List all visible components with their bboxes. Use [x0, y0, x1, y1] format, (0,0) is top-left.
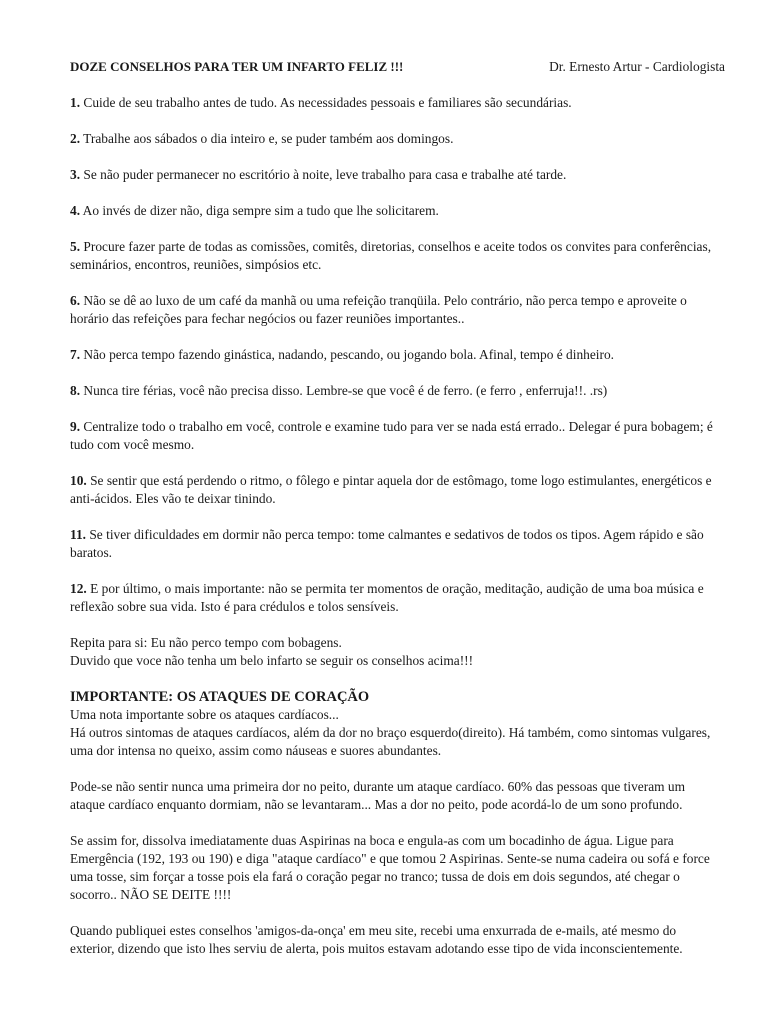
important-intro: Uma nota importante sobre os ataques cardíacos...	[70, 707, 339, 722]
closing-line-1: Repita para si: Eu não perco tempo com bobagens.	[70, 635, 342, 650]
advice-item	[70, 580, 715, 616]
advice-item	[70, 202, 715, 220]
advice-item	[70, 166, 715, 184]
closing-block	[70, 634, 715, 670]
advice-text: Nunca tire férias, você não precisa disso. Lembre-se que você é de ferro. (e ferro , enferruja!!. .rs)	[83, 383, 608, 398]
document-author: Dr. Ernesto Artur - Cardiologista	[549, 59, 725, 74]
advice-number: 6.	[70, 293, 81, 308]
advice-text: Não perca tempo fazendo ginástica, nadando, pescando, ou jogando bola. Afinal, tempo é dinheiro.	[83, 347, 615, 362]
document-title: DOZE CONSELHOS PARA TER UM INFARTO FELIZ !!!	[70, 59, 404, 74]
document-page	[70, 58, 725, 976]
advice-number: 8.	[70, 383, 81, 398]
advice-item	[70, 418, 715, 454]
advice-text: Se não puder permanecer no escritório à noite, leve trabalho para casa e trabalhe até tarde.	[83, 167, 567, 182]
section-heading: IMPORTANTE: OS ATAQUES DE CORAÇÃO	[70, 689, 370, 705]
advice-text: Centralize todo o trabalho em você, controle e examine tudo para ver se nada está errado.. Delegar é pura bobagem; é tudo com você mesmo.	[70, 419, 713, 452]
advice-number: 9.	[70, 419, 81, 434]
advice-item	[70, 346, 715, 364]
advice-number: 1.	[70, 95, 81, 110]
advice-list	[70, 94, 715, 616]
advice-number: 3.	[70, 167, 81, 182]
advice-text: Se tiver dificuldades em dormir não perca tempo: tome calmantes e sedativos de todos os tipos. Agem rápido e são baratos.	[70, 527, 704, 560]
advice-item	[70, 238, 715, 274]
important-paragraph-1	[70, 706, 715, 760]
advice-number: 4.	[70, 203, 81, 218]
advice-number: 2.	[70, 131, 81, 146]
advice-item	[70, 472, 715, 508]
advice-text: Não se dê ao luxo de um café da manhã ou uma refeição tranqüila. Pelo contrário, não perca tempo e aproveite o horário das refeições para fechar negócios ou fazer reuniões importantes..	[70, 293, 687, 326]
advice-text: Procure fazer parte de todas as comissões, comitês, diretorias, conselhos e aceite todos os convites para conferências, seminários, encontros, reuniões, simpósios etc.	[70, 239, 712, 272]
closing-line-2: Duvido que voce não tenha um belo infarto se seguir os conselhos acima!!!	[70, 653, 474, 668]
important-paragraph-4: Quando publiquei estes conselhos 'amigos-da-onça' em meu site, recebi uma enxurrada de e-mails, até mesmo do exterior, dizendo que isto lhes serviu de alerta, pois muitos estavam adotando esse tipo de vida inconscientemente.	[70, 923, 683, 956]
important-section	[70, 688, 715, 958]
advice-item	[70, 382, 715, 400]
advice-item	[70, 94, 715, 112]
advice-number: 10.	[70, 473, 87, 488]
advice-text: Cuide de seu trabalho antes de tudo. As necessidades pessoais e familiares são secundárias.	[83, 95, 572, 110]
advice-text: Se sentir que está perdendo o ritmo, o fôlego e pintar aquela dor de estômago, tome logo estimulantes, energéticos e anti-ácidos. Eles vão te deixar tinindo.	[70, 473, 712, 506]
advice-number: 11.	[70, 527, 86, 542]
important-paragraph-2: Pode-se não sentir nunca uma primeira dor no peito, durante um ataque cardíaco. 60% das pessoas que tiveram um ataque cardíaco enquanto dormiam, não se levantaram... Mas a dor no peito, pode acordá-lo de um sono profundo.	[70, 779, 686, 812]
advice-item	[70, 130, 715, 148]
advice-item	[70, 292, 715, 328]
advice-number: 5.	[70, 239, 81, 254]
advice-text: Trabalhe aos sábados o dia inteiro e, se puder também aos domingos.	[83, 131, 454, 146]
advice-text: Ao invés de dizer não, diga sempre sim a tudo que lhe solicitarem.	[82, 203, 439, 218]
document-header	[70, 58, 725, 76]
important-p1-text: Há outros sintomas de ataques cardíacos, além da dor no braço esquerdo(direito). Há também, como sintomas vulgares, uma dor intensa no queixo, assim como náuseas e suores abundantes.	[70, 725, 711, 758]
important-paragraph-3: Se assim for, dissolva imediatamente duas Aspirinas na boca e engula-as com um bocadinho de água. Ligue para Emergência (192, 193 ou 190) e diga "ataque cardíaco" e que tomou 2 Aspirinas. Sente-se numa cadeira ou sofá e force uma tosse, sim forçar a tosse pois ela fará o coração pegar no tranco; tussa de dois em dois segundos, até chegar o socorro.. NÃO SE DEITE !!!!	[70, 833, 710, 902]
advice-text: E por último, o mais importante: não se permita ter momentos de oração, meditação, audição de uma boa música e reflexão sobre sua vida. Isto é para crédulos e tolos sensíveis.	[70, 581, 704, 614]
advice-number: 7.	[70, 347, 81, 362]
advice-item	[70, 526, 715, 562]
advice-number: 12.	[70, 581, 87, 596]
